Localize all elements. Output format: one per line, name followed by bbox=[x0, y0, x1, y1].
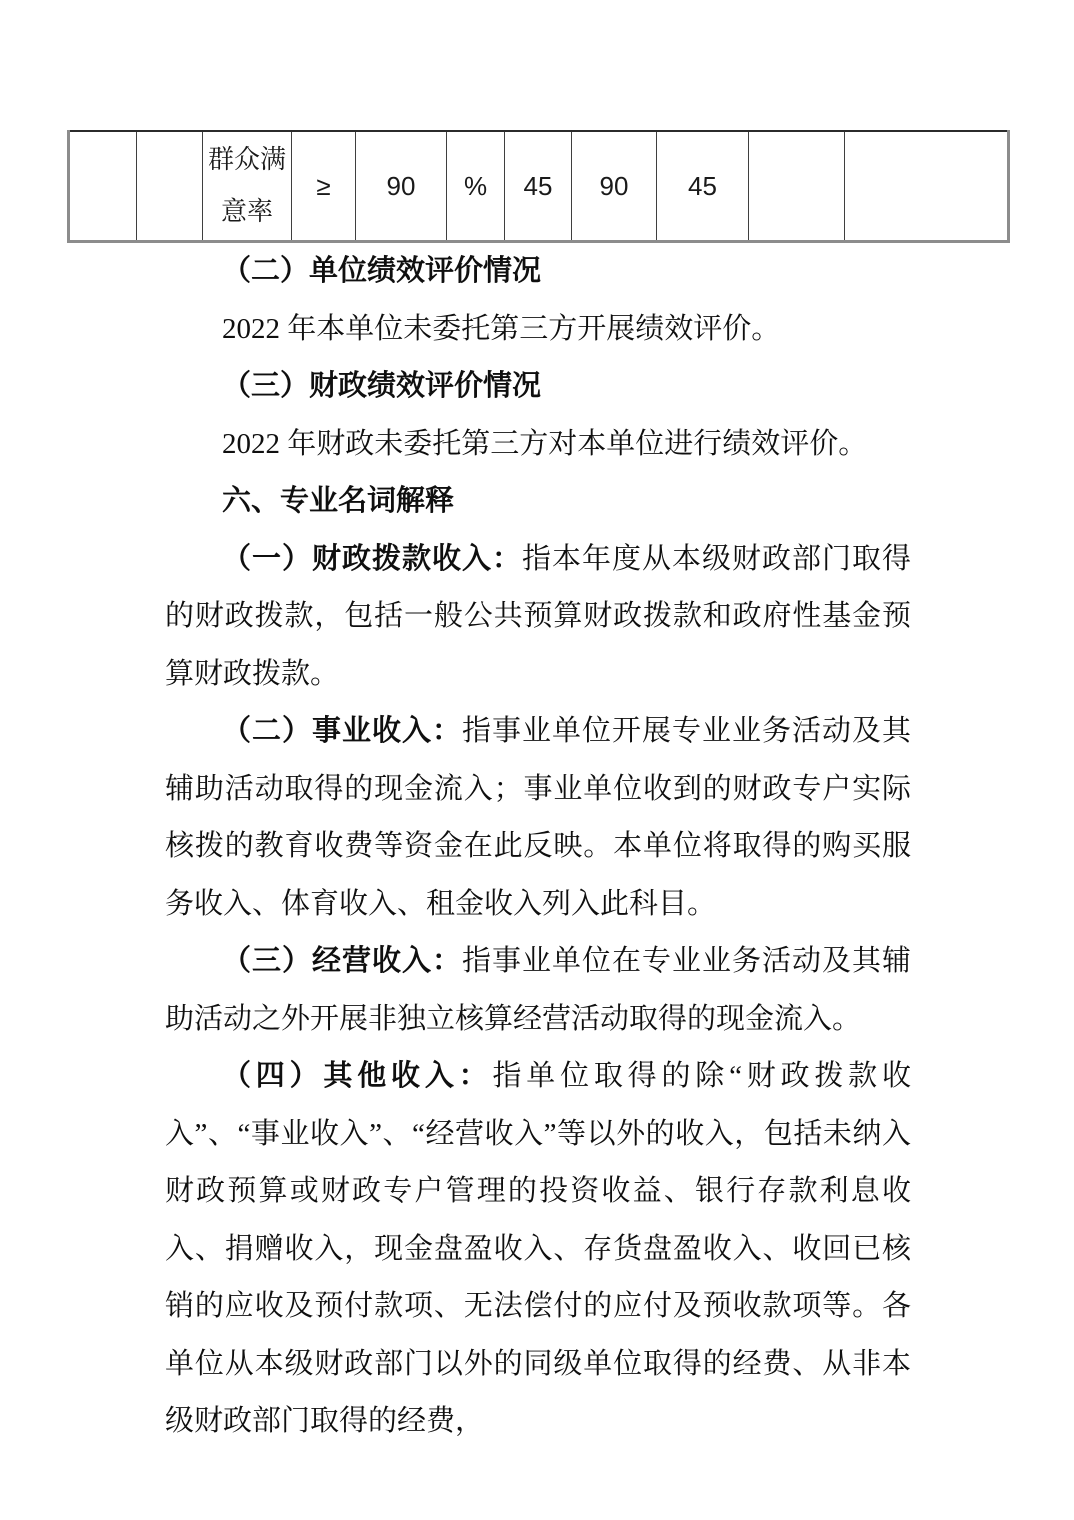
term-lead: （四）其他收入： bbox=[222, 1060, 493, 1092]
term-text: 指事业单位开展专业业务活动及其辅助活动取得的现金流入；事业单位收到的财政专户实际核拨的教育收费等资金在此反映。本单位将取得的购买服务收入、体育收入、租金收入列入此科目。 bbox=[165, 715, 911, 920]
term-lead: （一）财政拨款收入： bbox=[222, 542, 522, 575]
term-lead: （三）经营收入： bbox=[222, 945, 462, 977]
performance-indicator-table bbox=[67, 130, 1010, 243]
table-cell-empty-2 bbox=[137, 131, 203, 242]
term-lead: （二）事业收入： bbox=[222, 715, 462, 747]
table-cell-empty-4 bbox=[845, 131, 1009, 242]
section-3-paragraph: 2022 年财政未委托第三方对本单位进行绩效评价。 bbox=[222, 427, 868, 460]
document-body bbox=[165, 243, 911, 1451]
table-cell-score: 45 bbox=[657, 131, 749, 242]
chapter-6-heading: 六、专业名词解释 bbox=[222, 485, 455, 517]
term-paragraph-fiscal-appropriation-income bbox=[165, 531, 911, 704]
table-cell-indicator-name bbox=[203, 131, 292, 242]
table-cell-actual-value: 90 bbox=[572, 131, 657, 242]
table-cell-target-value: 90 bbox=[356, 131, 447, 242]
section-2-heading: （二）单位绩效评价情况 bbox=[222, 255, 542, 287]
term-text: 指单位取得的除“财政拨款收入”、“事业收入”、“经营收入”等以外的收入，包括未纳入财政预算或财政专户管理的投资收益、银行存款利息收入、捐赠收入，现金盘盈收入、存货盘盈收入、收回已核销的应收及预付款项、无法偿付的应付及预收款项等。各单位从本级财政部门以外的同级单位取得的经费、从非本级财政部门取得的经费， bbox=[165, 1060, 911, 1437]
term-paragraph-operational-income bbox=[165, 703, 911, 933]
term-text: 指本年度从本级财政部门取得的财政拨款，包括一般公共预算财政拨款和政府性基金预算财政拨款。 bbox=[165, 542, 911, 690]
section-3-heading: （三）财政绩效评价情况 bbox=[222, 370, 542, 402]
table-cell-comparator: ≥ bbox=[292, 131, 356, 242]
indicator-name-line2: 意率 bbox=[220, 197, 273, 226]
section-2-paragraph: 2022 年本单位未委托第三方开展绩效评价。 bbox=[222, 312, 781, 345]
table-cell-unit: % bbox=[447, 131, 505, 242]
term-text: 指事业单位在专业业务活动及其辅助活动之外开展非独立核算经营活动取得的现金流入。 bbox=[165, 945, 911, 1035]
table-cell-empty-1 bbox=[69, 131, 137, 242]
term-paragraph-other-income bbox=[165, 1048, 911, 1451]
term-paragraph-business-income bbox=[165, 933, 911, 1048]
table-cell-weight: 45 bbox=[505, 131, 572, 242]
indicator-name-line1: 群众满 bbox=[207, 145, 286, 174]
table-cell-empty-3 bbox=[749, 131, 845, 242]
table-row bbox=[69, 131, 1009, 242]
